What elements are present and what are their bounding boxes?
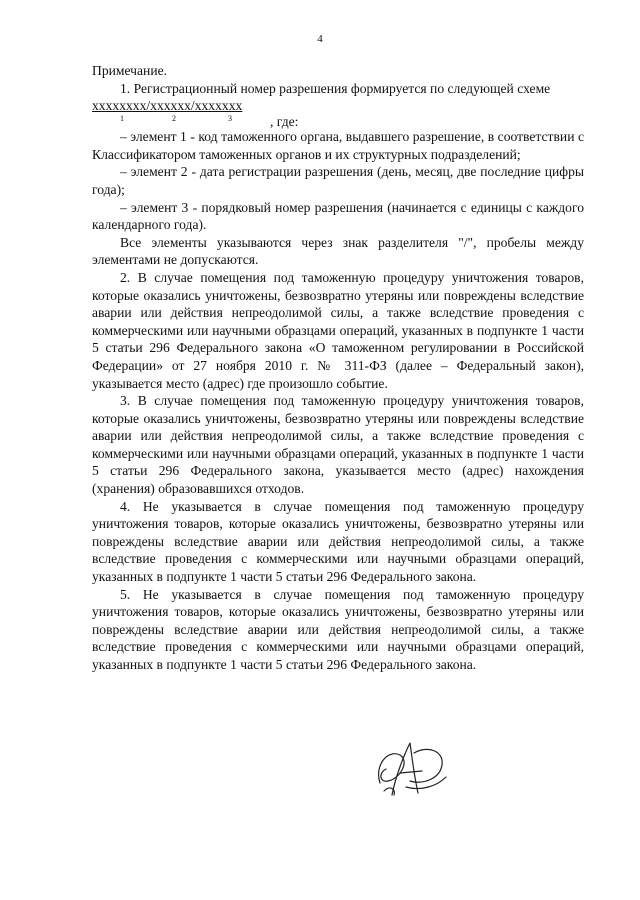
separator-note: Все элементы указываются через знак разделителя "/", пробелы между элементами не допускаются.	[92, 234, 584, 268]
paragraph-4: 4. Не указывается в случае помещения под таможенную процедуру уничтожения товаров, которые оказались уничтожены, безвозвратно утеряны или повреждены вследствие аварии или действия непреодолимой силы, а также вследствие проведения с коммерческими или научными образцами операций, указанных в подпункте 1 части 5 статьи 296 Федерального закона.	[92, 498, 584, 585]
scheme-index-2: 2	[172, 114, 176, 124]
scheme-index-1: 1	[120, 114, 124, 124]
element-2-description: – элемент 2 - дата регистрации разрешения (день, месяц, две последние цифры года);	[92, 164, 584, 197]
scheme-suffix: , где:	[270, 114, 299, 130]
page-number: 4	[317, 33, 323, 45]
scheme-line	[92, 97, 584, 115]
handwritten-signature	[370, 735, 452, 805]
paragraph-3: 3. В случае помещения под таможенную процедуру уничтожения товаров, которые оказались уничтожены, безвозвратно утеряны или повреждены вследствие аварии или действия непреодолимой силы, а также вследствие проведения с коммерческими или научными образцами операций, указанных в подпункте 1 части 5 статьи 296 Федерального закона, указывается место (адрес) нахождения (хранения) образовавшихся отходов.	[92, 393, 584, 497]
scheme-intro: 1. Регистрационный номер разрешения формируется по следующей схеме	[120, 80, 551, 96]
scheme-index-3: 3	[228, 114, 232, 124]
registration-number-scheme: хххххххх/хххххх/ххххххх	[92, 98, 243, 114]
element-1-description: – элемент 1 - код таможенного органа, выдавшего разрешение, в соответствии с Классификатором таможенных органов и их структурных подразделений;	[92, 129, 584, 162]
paragraph-2: 2. В случае помещения под таможенную процедуру уничтожения товаров, которые оказались уничтожены, безвозвратно утеряны или повреждены вследствие аварии или действия непреодолимой силы, а также вследствие проведения с коммерческими или научными образцами операций, указанных в подпункте 1 части 5 статьи 296 Федерального закона «О таможенном регулировании в Российской Федерации» от 27 ноября 2010 г. № 311-ФЗ (далее – Федеральный закон), указывается место (адрес) где произошло событие.	[92, 269, 584, 391]
scheme-indices	[92, 114, 584, 128]
element-3-description: – элемент 3 - порядковый номер разрешения (начинается с единицы с каждого календарного года).	[92, 199, 584, 233]
paragraph-5: 5. Не указывается в случае помещения под таможенную процедуру уничтожения товаров, которые оказались уничтожены, безвозвратно утеряны или повреждены вследствие аварии или действия непреодолимой силы, а также вследствие проведения с коммерческими или научными образцами операций, указанных в подпункте 1 части 5 статьи 296 Федерального закона.	[92, 586, 584, 672]
note-title: Примечание.	[92, 63, 168, 78]
document-body	[92, 62, 584, 674]
